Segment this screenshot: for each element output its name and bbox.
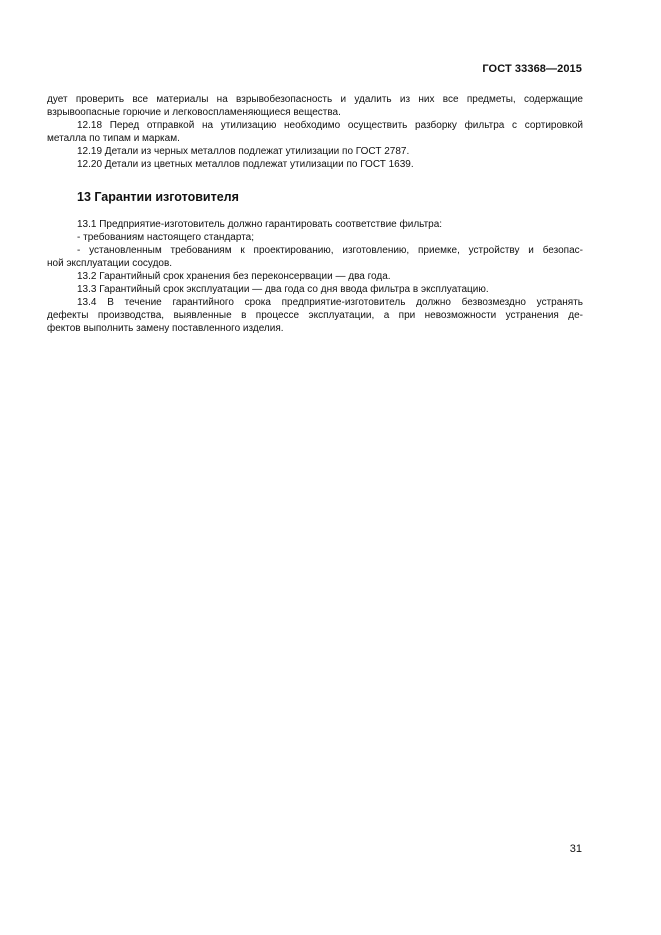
paragraph-13-2: 13.2 Гарантийный срок хранения без переконсервации — два года. <box>77 271 391 282</box>
paragraph-continuation <box>47 93 583 119</box>
paragraph-12-18 <box>47 119 583 145</box>
paragraph-13-1: 13.1 Предприятие-изготовитель должно гарантировать соответствие фильтра: <box>77 219 443 230</box>
paragraph-13-3: 13.3 Гарантийный срок эксплуатации — два года со дня ввода фильтра в эксплуатацию. <box>77 284 489 295</box>
text-line: 13.4 В течение гарантийного срока предприятие-изготовитель должно безвозмездно устранять <box>77 297 583 308</box>
paragraph-12-20: 12.20 Детали из цветных металлов подлежат утилизации по ГОСТ 1639. <box>77 159 414 170</box>
text-line: металла по типам и маркам. <box>47 133 180 144</box>
list-item <box>47 244 583 270</box>
text-line: ной эксплуатации сосудов. <box>47 258 173 269</box>
page-number: 31 <box>569 843 582 855</box>
paragraph-13-4 <box>47 296 583 335</box>
paragraph-12-19: 12.19 Детали из черных металлов подлежат утилизации по ГОСТ 2787. <box>77 146 410 157</box>
text-line: дует проверить все материалы на взрывобезопасность и удалить из них все предметы, содержащие <box>47 94 583 105</box>
text-line: - установленным требованиям к проектированию, изготовлению, приемке, устройству и безопас- <box>77 245 583 256</box>
text-line: фектов выполнить замену поставленного изделия. <box>47 323 284 334</box>
section-heading-13: 13 Гарантии изготовителя <box>77 190 239 204</box>
document-code-header: ГОСТ 33368—2015 <box>482 63 582 75</box>
text-line: взрывоопасные горючие и легковоспламеняющиеся вещества. <box>47 107 341 118</box>
page-content <box>47 93 583 335</box>
text-line: 12.18 Перед отправкой на утилизацию необходимо осуществить разборку фильтра с сортировкой <box>77 120 583 131</box>
text-line: дефекты производства, выявленные в процессе эксплуатации, а при невозможности устранения де- <box>47 310 583 321</box>
list-item: - требованиям настоящего стандарта; <box>77 232 254 243</box>
